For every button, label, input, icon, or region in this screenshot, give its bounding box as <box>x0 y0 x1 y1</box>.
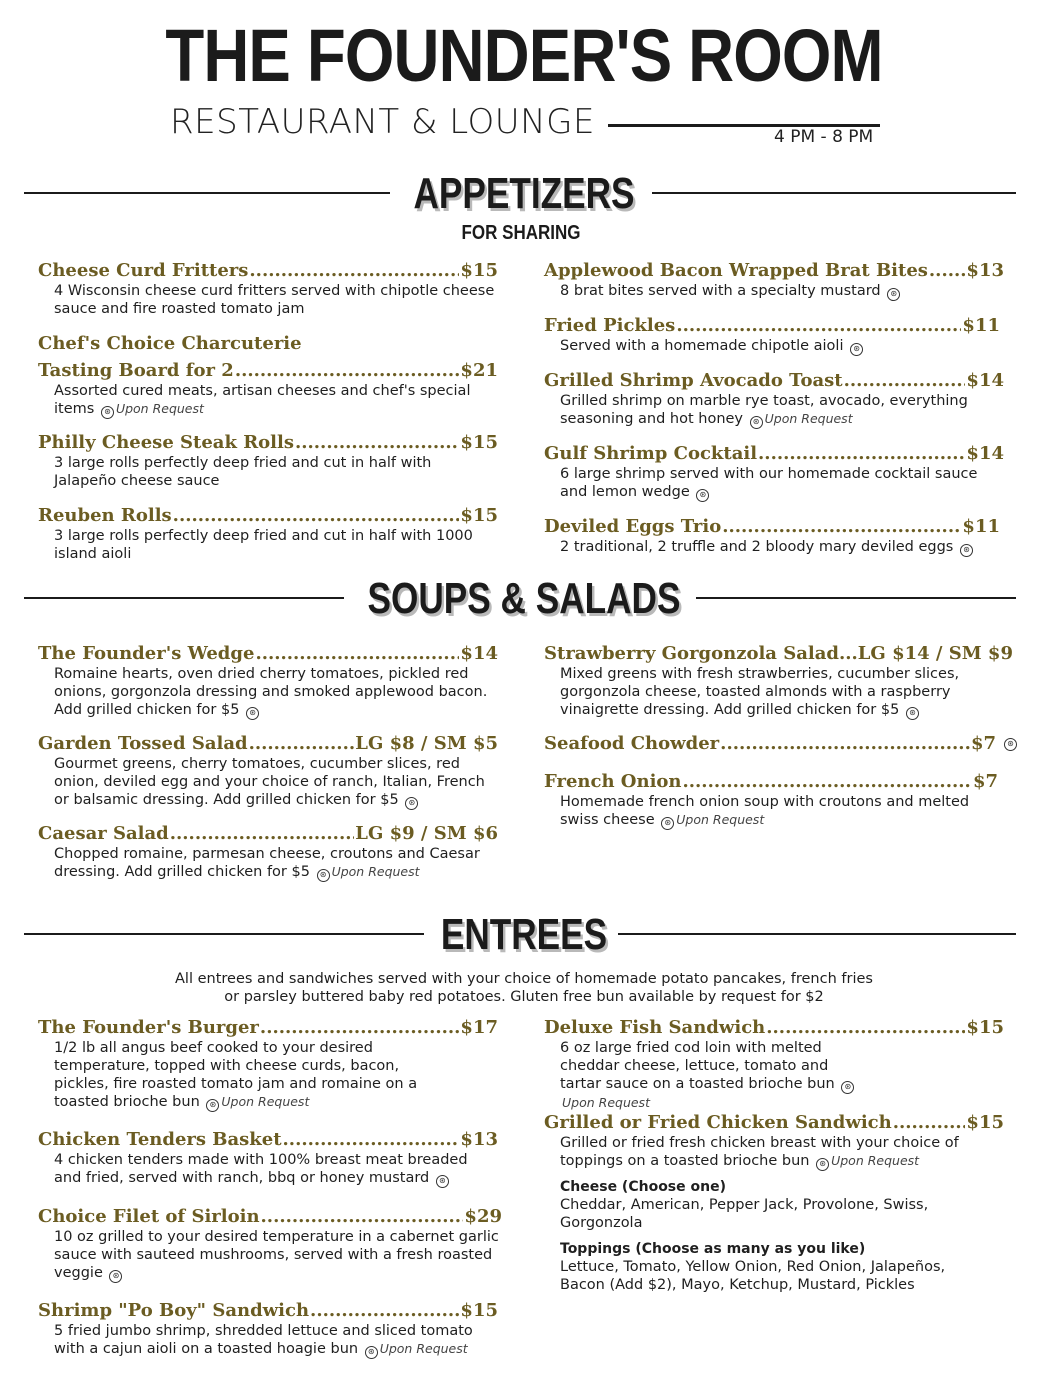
menu-item <box>38 333 498 419</box>
menu-item <box>38 1129 498 1188</box>
item-price: $13 <box>460 1129 498 1150</box>
upon-request-note: Upon Request <box>115 401 204 416</box>
upon-request-note: Upon Request <box>764 411 853 426</box>
item-name: The Founder's Wedge <box>38 643 255 664</box>
item-name: Chicken Tenders Basket <box>38 1129 282 1150</box>
upon-request-note: Upon Request <box>331 864 420 879</box>
item-name: Cheese Curd Fritters <box>38 260 249 281</box>
item-price: $7 <box>972 771 998 792</box>
gluten-free-icon: ⊛ <box>206 1099 219 1112</box>
item-price: LG $9 / SM $6 <box>355 823 498 844</box>
menu-item <box>544 370 1004 429</box>
menu-item <box>38 643 498 720</box>
menu-item <box>544 1112 1004 1171</box>
item-price: $15 <box>460 260 498 281</box>
item-price: $15 <box>966 1112 1004 1133</box>
item-name: Gulf Shrimp Cocktail <box>544 443 758 464</box>
cheese-list: Cheddar, American, Pepper Jack, Provolone, Swiss, Gorgonzola <box>560 1197 929 1231</box>
appetizers-heading: APPETIZERS <box>413 169 635 218</box>
item-description: 6 oz large fried cod loin with melted cheddar cheese, lettuce, tomato and tartar sauce on a toasted brioche bun <box>560 1040 835 1092</box>
item-description: 2 traditional, 2 truffle and 2 bloody mary deviled eggs <box>560 539 954 555</box>
gluten-free-icon: ⊛ <box>750 416 763 429</box>
item-description: Homemade french onion soup with croutons and melted swiss cheese <box>560 794 970 828</box>
upon-request-note: Upon Request <box>379 1341 468 1356</box>
cheese-options <box>560 1178 980 1232</box>
toppings-list: Lettuce, Tomato, Yellow Onion, Red Onion, Jalapeños, Bacon (Add $2), Mayo, Ketchup, Mustard, Pickles <box>560 1259 946 1293</box>
menu-item <box>38 505 498 563</box>
item-description: 3 large rolls perfectly deep fried and cut in half with Jalapeño cheese sauce <box>54 455 432 489</box>
gluten-free-icon: ⊛ <box>317 869 330 882</box>
item-description: 10 oz grilled to your desired temperature in a cabernet garlic sauce with sauteed mushrooms, served with a fresh roasted veggie <box>54 1229 499 1281</box>
gluten-free-icon: ⊛ <box>906 707 919 720</box>
menu-item <box>544 315 1000 356</box>
entrees-note-line2: or parsley buttered baby red potatoes. Gluten free bun available by request for $2 <box>224 989 824 1005</box>
menu-item <box>544 733 996 755</box>
hours: 4 PM - 8 PM <box>774 127 874 147</box>
item-name-line1: Chef's Choice Charcuterie <box>38 333 302 354</box>
gluten-free-icon: ⊛ <box>887 288 900 301</box>
item-description: Chopped romaine, parmesan cheese, croutons and Caesar dressing. Add grilled chicken for $5 <box>54 846 480 880</box>
menu-item <box>38 823 498 882</box>
appetizers-subheading: FOR SHARING <box>461 222 581 244</box>
gluten-free-icon: ⊛ <box>850 343 863 356</box>
menu-item <box>544 443 1004 502</box>
gluten-free-icon: ⊛ <box>101 406 114 419</box>
item-price: $15 <box>460 1300 498 1321</box>
gluten-free-icon: ⊛ <box>246 707 259 720</box>
item-name: Tasting Board for 2 <box>38 360 234 381</box>
item-name: Strawberry Gorgonzola Salad...LG $14 / SM $9 <box>544 643 1013 664</box>
item-description: 8 brat bites served with a specialty mustard <box>560 283 881 299</box>
item-name: Deviled Eggs Trio <box>544 516 722 537</box>
menu-item <box>544 260 1004 301</box>
item-description: Mixed greens with fresh strawberries, cucumber slices, gorgonzola cheese, toasted almonds with a raspberry vinaigrette dressing. Add grilled chicken for $5 <box>560 666 960 718</box>
entrees-note-line1: All entrees and sandwiches served with your choice of homemade potato pancakes, french fries <box>175 971 873 987</box>
gluten-free-icon: ⊛ <box>841 1081 854 1094</box>
item-name: The Founder's Burger <box>38 1017 259 1038</box>
menu-item <box>38 432 498 490</box>
gluten-free-icon: ⊛ <box>436 1175 449 1188</box>
item-price: $15 <box>966 1017 1004 1038</box>
menu-item <box>544 516 1000 557</box>
item-name: Shrimp "Po Boy" Sandwich <box>38 1300 310 1321</box>
item-name: Choice Filet of Sirloin <box>38 1206 260 1227</box>
gluten-free-icon: ⊛ <box>661 817 674 830</box>
item-price: $15 <box>460 505 498 526</box>
item-description: 6 large shrimp served with our homemade cocktail sauce and lemon wedge <box>560 466 978 500</box>
item-name: Grilled Shrimp Avocado Toast <box>544 370 843 391</box>
item-price: $29 <box>464 1206 502 1227</box>
cheese-label: Cheese (Choose one) <box>560 1179 726 1195</box>
upon-request-note: Upon Request <box>676 812 765 827</box>
item-description: 3 large rolls perfectly deep fried and cut in half with 1000 island aioli <box>54 528 473 562</box>
item-price: $13 <box>966 260 1004 281</box>
menu-item <box>544 643 1014 720</box>
item-name: Grilled or Fried Chicken Sandwich <box>544 1112 892 1133</box>
gluten-free-icon: ⊛ <box>696 489 709 502</box>
item-name: Applewood Bacon Wrapped Brat Bites <box>544 260 928 281</box>
item-price: $11 <box>962 315 1000 336</box>
restaurant-subtitle: RESTAURANT & LOUNGE <box>170 102 595 142</box>
menu-item <box>544 1017 1004 1112</box>
item-description: 5 fried jumbo shrimp, shredded lettuce and sliced tomato with a cajun aioli on a toasted hoagie bun <box>54 1323 473 1357</box>
item-name: French Onion <box>544 771 682 792</box>
item-name: Garden Tossed Salad <box>38 733 248 754</box>
item-description: Served with a homemade chipotle aioli <box>560 338 844 354</box>
gluten-free-icon: ⊛ <box>960 544 973 557</box>
menu-item <box>38 1300 498 1359</box>
item-price: $21 <box>460 360 498 381</box>
item-description: Assorted cured meats, artisan cheeses and chef's special items <box>54 383 471 417</box>
item-description: 4 chicken tenders made with 100% breast meat breaded and fried, served with ranch, bbq or honey mustard <box>54 1152 468 1186</box>
restaurant-title: THE FOUNDER'S ROOM <box>165 14 883 97</box>
item-name: Caesar Salad <box>38 823 169 844</box>
menu-item <box>38 733 498 810</box>
soups-salads-heading: SOUPS & SALADS <box>367 574 681 623</box>
item-price: $7 <box>970 733 996 754</box>
item-price: $11 <box>962 516 1000 537</box>
item-description: 1/2 lb all angus beef cooked to your desired temperature, topped with cheese curds, bacon, pickles, fire roasted tomato jam and romaine on a toasted brioche bun <box>54 1040 418 1110</box>
menu-item <box>544 771 998 830</box>
item-price: $15 <box>460 432 498 453</box>
item-description: Romaine hearts, oven dried cherry tomatoes, pickled red onions, gorgonzola dressing and smoked applewood bacon. Add grilled chicken for $5 <box>54 666 488 718</box>
upon-request-note: Upon Request <box>221 1094 310 1109</box>
menu-item <box>38 260 498 318</box>
item-price: $14 <box>966 370 1004 391</box>
item-price: $14 <box>966 443 1004 464</box>
item-name: Deluxe Fish Sandwich <box>544 1017 766 1038</box>
item-name: Reuben Rolls <box>38 505 172 526</box>
upon-request-note: Upon Request <box>562 1095 650 1110</box>
upon-request-note: Upon Request <box>831 1153 920 1168</box>
item-description: Grilled shrimp on marble rye toast, avocado, everything seasoning and hot honey <box>560 393 968 427</box>
gluten-free-icon: ⊛ <box>816 1158 829 1171</box>
gluten-free-icon: ⊛ <box>405 797 418 810</box>
item-price: LG $8 / SM $5 <box>355 733 498 754</box>
topping-options <box>560 1240 980 1294</box>
item-price: $17 <box>460 1017 498 1038</box>
item-price: $14 <box>460 643 498 664</box>
entrees-heading: ENTREES <box>440 910 608 959</box>
toppings-label: Toppings (Choose as many as you like) <box>560 1241 866 1257</box>
menu-item <box>38 1206 502 1283</box>
item-name: Seafood Chowder <box>544 733 720 754</box>
gluten-free-icon: ⊛ <box>365 1346 378 1359</box>
item-name: Fried Pickles <box>544 315 676 336</box>
item-description: Gourmet greens, cherry tomatoes, cucumber slices, red onion, deviled egg and your choice of ranch, Italian, French or balsamic dressing. Add grilled chicken for $5 <box>54 756 485 808</box>
item-name: Philly Cheese Steak Rolls <box>38 432 294 453</box>
gluten-free-icon: ⊛ <box>1004 738 1017 751</box>
item-description: Grilled or fried fresh chicken breast with your choice of toppings on a toasted brioche bun <box>560 1135 959 1169</box>
gluten-free-icon: ⊛ <box>109 1270 122 1283</box>
item-description: 4 Wisconsin cheese curd fritters served with chipotle cheese sauce and fire roasted tomato jam <box>54 283 495 317</box>
menu-item <box>38 1017 498 1112</box>
